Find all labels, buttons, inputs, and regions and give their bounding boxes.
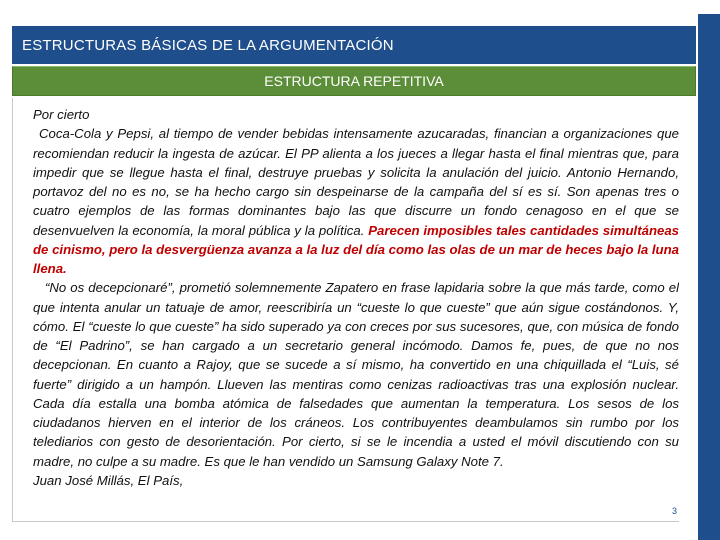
article-paragraph-1 xyxy=(33,124,679,278)
emphasized-sentence: Parecen imposibles tales cantidades simultáneas de cinismo, pero la desvergüenza avanza a la luz del día como las olas de un mar de heces bajo la luna llena. xyxy=(33,222,679,276)
article-paragraph-2: “No os decepcionaré”, prometió solemnemente Zapatero en frase lapidaria sobre la que más tarde, como el que intenta anular un tatuaje de amor, reescribiría un “cueste lo que cueste” que aún sigue costándonos. Y, cómo. El “cueste lo que cueste” ha sido superado ya con creces por sus sucesores, que, con música de fondo de “El Padrino”, se han cargado a un secretario general incómodo. Damos fe, pues, de que no nos decepcionan. En cuanto a Rajoy, que se sucede a sí mismo, ha convertido en una chiquillada el “Luis, sé fuerte” dirigido a un hampón. Llueven las mentiras como cenizas radioactivas tras una explosión nuclear. Cada día estalla una bomba atómica de falsedades que aumentan la temperatura. Los sesos de los ciudadanos hierven en el interior de los cráneos. Los contribuyentes deambulamos sin rumbo por los telediarios con gesto de desorientación. Por cierto, si se le incendia a usted el móvil discutiendo con su madre, no culpe a su madre. Es que le han vendido un Samsung Galaxy Note 7. xyxy=(33,280,679,469)
title-banner xyxy=(12,26,696,64)
slide-title: ESTRUCTURAS BÁSICAS DE LA ARGUMENTACIÓN xyxy=(22,36,394,54)
side-accent-notch xyxy=(698,0,720,14)
page-number: 3 xyxy=(672,506,678,516)
article-author: Juan José Millás, El País, xyxy=(33,472,184,488)
article-text-box xyxy=(12,98,679,522)
subtitle-banner xyxy=(12,66,696,96)
side-accent-bar xyxy=(698,0,720,540)
paragraph-1-body: Coca-Cola y Pepsi, al tiempo de vender bebidas intensamente azucaradas, financian a organizaciones que recomiendan reducir la ingesta de azúcar. El PP alienta a los jueces a llegar hasta el final mientras que, para impedir que se llegue hasta el final, destruye pruebas y solicita la anulación del juicio. Antonio Hernando, portavoz del no es no, se ha hecho cargo sin despeinarse de la campaña del sí es sí. Son apenas tres o cuatro ejemplos de las formas dominantes bajo las que discurre un fondo cenagoso en el que se desenvuelven la economía, la moral pública y la política. xyxy=(33,126,679,238)
slide-subtitle: ESTRUCTURA REPETITIVA xyxy=(264,73,444,89)
article-heading: Por cierto xyxy=(33,107,90,122)
